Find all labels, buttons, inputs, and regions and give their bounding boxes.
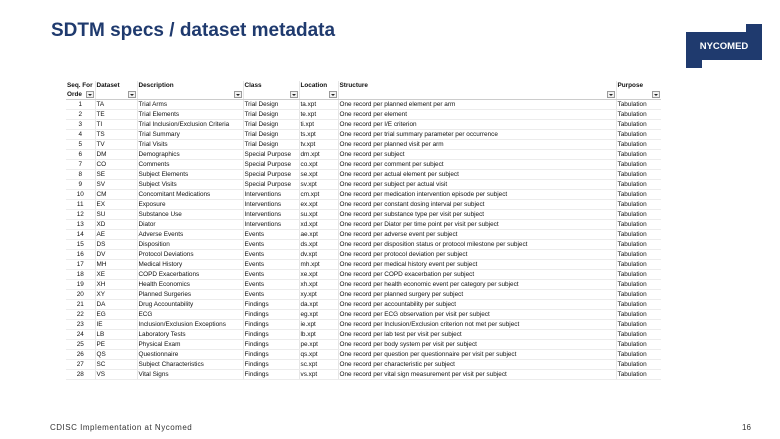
- cell-description: Trial Inclusion/Exclusion Criteria: [137, 120, 243, 130]
- cell-description: Substance Use: [137, 210, 243, 220]
- table-row: [66, 290, 661, 300]
- cell-description: Trial Summary: [137, 130, 243, 140]
- cell-purpose: Tabulation: [616, 220, 661, 230]
- table-row: [66, 190, 661, 200]
- cell-location: ds.xpt: [299, 240, 338, 250]
- cell-dataset: XD: [95, 220, 137, 230]
- cell-seq: 18: [66, 270, 95, 280]
- cell-structure: One record per Diator per time point per visit per subject: [338, 220, 616, 230]
- table-row: [66, 360, 661, 370]
- cell-location: ti.xpt: [299, 120, 338, 130]
- cell-seq: 16: [66, 250, 95, 260]
- cell-class: Findings: [243, 310, 299, 320]
- cell-purpose: Tabulation: [616, 180, 661, 190]
- cell-dataset: DV: [95, 250, 137, 260]
- cell-purpose: Tabulation: [616, 300, 661, 310]
- cell-structure: One record per accountability per subject: [338, 300, 616, 310]
- cell-class: Trial Design: [243, 130, 299, 140]
- table-row: [66, 320, 661, 330]
- cell-seq: 5: [66, 140, 95, 150]
- table-row: [66, 140, 661, 150]
- cell-purpose: Tabulation: [616, 340, 661, 350]
- cell-dataset: AE: [95, 230, 137, 240]
- cell-purpose: Tabulation: [616, 190, 661, 200]
- cell-structure: One record per planned element per arm: [338, 100, 616, 110]
- col-header-structure: Structure: [338, 81, 616, 90]
- table-row: [66, 270, 661, 280]
- cell-structure: One record per trial summary parameter per occurrence: [338, 130, 616, 140]
- table-row: [66, 280, 661, 290]
- cell-class: Trial Design: [243, 120, 299, 130]
- filter-dropdown-icon[interactable]: [234, 91, 242, 98]
- table-row: [66, 110, 661, 120]
- cell-dataset: LB: [95, 330, 137, 340]
- table-row: [66, 260, 661, 270]
- cell-description: Questionnaire: [137, 350, 243, 360]
- cell-purpose: Tabulation: [616, 330, 661, 340]
- cell-class: Trial Design: [243, 110, 299, 120]
- cell-class: Special Purpose: [243, 180, 299, 190]
- filter-row: [66, 90, 661, 100]
- cell-structure: One record per lab test per visit per subject: [338, 330, 616, 340]
- cell-seq: 4: [66, 130, 95, 140]
- cell-structure: One record per constant dosing interval per subject: [338, 200, 616, 210]
- table-row: [66, 210, 661, 220]
- cell-purpose: Tabulation: [616, 200, 661, 210]
- cell-structure: One record per ECG observation per visit per subject: [338, 310, 616, 320]
- cell-dataset: VS: [95, 370, 137, 380]
- col-header-seq: Seq. For: [66, 81, 95, 90]
- cell-location: sc.xpt: [299, 360, 338, 370]
- cell-class: Events: [243, 240, 299, 250]
- cell-structure: One record per health economic event per category per subject: [338, 280, 616, 290]
- cell-location: xd.xpt: [299, 220, 338, 230]
- cell-location: tv.xpt: [299, 140, 338, 150]
- cell-description: Physical Exam: [137, 340, 243, 350]
- table-row: [66, 120, 661, 130]
- cell-seq: 22: [66, 310, 95, 320]
- cell-structure: One record per COPD exacerbation per subject: [338, 270, 616, 280]
- cell-seq: 7: [66, 160, 95, 170]
- cell-class: Events: [243, 270, 299, 280]
- cell-purpose: Tabulation: [616, 250, 661, 260]
- col-header-seq-line2: Orde: [66, 90, 95, 100]
- cell-class: Findings: [243, 370, 299, 380]
- table-row: [66, 340, 661, 350]
- cell-purpose: Tabulation: [616, 290, 661, 300]
- cell-description: Protocol Deviations: [137, 250, 243, 260]
- cell-description: Drug Accountability: [137, 300, 243, 310]
- table-row: [66, 220, 661, 230]
- filter-dropdown-icon[interactable]: [607, 91, 615, 98]
- cell-dataset: SU: [95, 210, 137, 220]
- cell-description: Comments: [137, 160, 243, 170]
- cell-structure: One record per question per questionnaire per visit per subject: [338, 350, 616, 360]
- cell-seq: 10: [66, 190, 95, 200]
- cell-purpose: Tabulation: [616, 120, 661, 130]
- cell-class: Special Purpose: [243, 160, 299, 170]
- cell-location: lb.xpt: [299, 330, 338, 340]
- cell-structure: One record per planned visit per arm: [338, 140, 616, 150]
- filter-dropdown-icon[interactable]: [86, 91, 94, 98]
- cell-purpose: Tabulation: [616, 310, 661, 320]
- cell-seq: 11: [66, 200, 95, 210]
- cell-purpose: Tabulation: [616, 230, 661, 240]
- table-row: [66, 250, 661, 260]
- cell-seq: 23: [66, 320, 95, 330]
- cell-structure: One record per actual element per subject: [338, 170, 616, 180]
- table-row: [66, 100, 661, 110]
- cell-purpose: Tabulation: [616, 240, 661, 250]
- cell-location: xh.xpt: [299, 280, 338, 290]
- svg-text:NYCOMED: NYCOMED: [699, 41, 749, 52]
- cell-dataset: SC: [95, 360, 137, 370]
- cell-description: Trial Arms: [137, 100, 243, 110]
- cell-seq: 2: [66, 110, 95, 120]
- cell-seq: 13: [66, 220, 95, 230]
- cell-description: Medical History: [137, 260, 243, 270]
- cell-class: Events: [243, 230, 299, 240]
- cell-class: Events: [243, 250, 299, 260]
- cell-purpose: Tabulation: [616, 260, 661, 270]
- cell-purpose: Tabulation: [616, 160, 661, 170]
- cell-location: ae.xpt: [299, 230, 338, 240]
- cell-structure: One record per disposition status or protocol milestone per subject: [338, 240, 616, 250]
- cell-location: su.xpt: [299, 210, 338, 220]
- table-row: [66, 130, 661, 140]
- cell-description: Diator: [137, 220, 243, 230]
- cell-class: Findings: [243, 350, 299, 360]
- cell-dataset: XH: [95, 280, 137, 290]
- cell-dataset: CM: [95, 190, 137, 200]
- cell-structure: One record per substance type per visit per subject: [338, 210, 616, 220]
- dataset-metadata-table: [66, 81, 661, 409]
- cell-dataset: DA: [95, 300, 137, 310]
- cell-location: se.xpt: [299, 170, 338, 180]
- cell-dataset: XY: [95, 290, 137, 300]
- cell-description: Laboratory Tests: [137, 330, 243, 340]
- cell-description: Vital Signs: [137, 370, 243, 380]
- cell-purpose: Tabulation: [616, 100, 661, 110]
- cell-seq: 12: [66, 210, 95, 220]
- cell-location: te.xpt: [299, 110, 338, 120]
- cell-dataset: CO: [95, 160, 137, 170]
- cell-seq: 25: [66, 340, 95, 350]
- cell-location: pe.xpt: [299, 340, 338, 350]
- table-row: [66, 200, 661, 210]
- cell-location: da.xpt: [299, 300, 338, 310]
- cell-location: qs.xpt: [299, 350, 338, 360]
- cell-description: Demographics: [137, 150, 243, 160]
- cell-class: Findings: [243, 330, 299, 340]
- table-row: [66, 180, 661, 190]
- cell-purpose: Tabulation: [616, 140, 661, 150]
- cell-class: Interventions: [243, 200, 299, 210]
- cell-description: Concomitant Medications: [137, 190, 243, 200]
- cell-structure: One record per element: [338, 110, 616, 120]
- cell-purpose: Tabulation: [616, 170, 661, 180]
- cell-seq: 21: [66, 300, 95, 310]
- cell-structure: One record per adverse event per subject: [338, 230, 616, 240]
- cell-location: dm.xpt: [299, 150, 338, 160]
- cell-location: ie.xpt: [299, 320, 338, 330]
- cell-structure: One record per characteristic per subject: [338, 360, 616, 370]
- cell-class: Trial Design: [243, 100, 299, 110]
- cell-class: Special Purpose: [243, 170, 299, 180]
- cell-seq: 14: [66, 230, 95, 240]
- cell-purpose: Tabulation: [616, 280, 661, 290]
- cell-structure: One record per protocol deviation per subject: [338, 250, 616, 260]
- table-row: [66, 240, 661, 250]
- cell-purpose: Tabulation: [616, 360, 661, 370]
- cell-description: Subject Elements: [137, 170, 243, 180]
- col-header-purpose: Purpose: [616, 81, 661, 90]
- cell-location: eg.xpt: [299, 310, 338, 320]
- cell-purpose: Tabulation: [616, 210, 661, 220]
- cell-seq: 28: [66, 370, 95, 380]
- table-row: [66, 310, 661, 320]
- filter-dropdown-icon[interactable]: [128, 91, 136, 98]
- cell-description: Health Economics: [137, 280, 243, 290]
- cell-dataset: SE: [95, 170, 137, 180]
- cell-class: Trial Design: [243, 140, 299, 150]
- cell-class: Interventions: [243, 210, 299, 220]
- cell-structure: One record per subject per actual visit: [338, 180, 616, 190]
- cell-description: Subject Characteristics: [137, 360, 243, 370]
- cell-location: dv.xpt: [299, 250, 338, 260]
- cell-dataset: PE: [95, 340, 137, 350]
- cell-class: Findings: [243, 300, 299, 310]
- cell-class: Events: [243, 290, 299, 300]
- table-row: [66, 230, 661, 240]
- cell-location: sv.xpt: [299, 180, 338, 190]
- cell-structure: One record per I/E criterion: [338, 120, 616, 130]
- cell-dataset: TI: [95, 120, 137, 130]
- cell-class: Interventions: [243, 190, 299, 200]
- cell-structure: One record per comment per subject: [338, 160, 616, 170]
- cell-description: Trial Elements: [137, 110, 243, 120]
- cell-structure: One record per body system per visit per subject: [338, 340, 616, 350]
- cell-purpose: Tabulation: [616, 110, 661, 120]
- cell-purpose: Tabulation: [616, 150, 661, 160]
- col-header-class: Class: [243, 81, 299, 90]
- filter-dropdown-icon[interactable]: [329, 91, 337, 98]
- cell-purpose: Tabulation: [616, 130, 661, 140]
- cell-dataset: DM: [95, 150, 137, 160]
- table-row: [66, 300, 661, 310]
- cell-purpose: Tabulation: [616, 320, 661, 330]
- table-row: [66, 160, 661, 170]
- col-header-description: Description: [137, 81, 243, 90]
- footer-text: CDISC Implementation at Nycomed: [50, 423, 193, 432]
- cell-location: cm.xpt: [299, 190, 338, 200]
- cell-purpose: Tabulation: [616, 370, 661, 380]
- cell-structure: One record per medical history event per subject: [338, 260, 616, 270]
- cell-dataset: DS: [95, 240, 137, 250]
- cell-dataset: SV: [95, 180, 137, 190]
- cell-class: Events: [243, 260, 299, 270]
- slide-title: SDTM specs / dataset metadata: [51, 20, 336, 41]
- cell-purpose: Tabulation: [616, 350, 661, 360]
- nycomed-logo: [686, 24, 762, 68]
- cell-class: Interventions: [243, 220, 299, 230]
- cell-location: co.xpt: [299, 160, 338, 170]
- cell-location: xe.xpt: [299, 270, 338, 280]
- cell-dataset: XE: [95, 270, 137, 280]
- cell-structure: One record per Inclusion/Exclusion criterion not met per subject: [338, 320, 616, 330]
- filter-dropdown-icon[interactable]: [652, 91, 660, 98]
- cell-description: COPD Exacerbations: [137, 270, 243, 280]
- cell-seq: 6: [66, 150, 95, 160]
- table-row: [66, 330, 661, 340]
- cell-seq: 19: [66, 280, 95, 290]
- cell-seq: 20: [66, 290, 95, 300]
- cell-description: Disposition: [137, 240, 243, 250]
- filter-dropdown-icon[interactable]: [290, 91, 298, 98]
- table-row: [66, 170, 661, 180]
- cell-location: vs.xpt: [299, 370, 338, 380]
- cell-description: Adverse Events: [137, 230, 243, 240]
- cell-description: Exposure: [137, 200, 243, 210]
- cell-seq: 1: [66, 100, 95, 110]
- cell-dataset: TV: [95, 140, 137, 150]
- cell-seq: 27: [66, 360, 95, 370]
- page-number: 16: [742, 423, 751, 432]
- cell-structure: One record per vital sign measurement per visit per subject: [338, 370, 616, 380]
- cell-class: Special Purpose: [243, 150, 299, 160]
- cell-location: ta.xpt: [299, 100, 338, 110]
- cell-dataset: TS: [95, 130, 137, 140]
- cell-dataset: TE: [95, 110, 137, 120]
- cell-dataset: EG: [95, 310, 137, 320]
- cell-class: Findings: [243, 320, 299, 330]
- col-header-location: Location: [299, 81, 338, 90]
- cell-seq: 15: [66, 240, 95, 250]
- cell-seq: 24: [66, 330, 95, 340]
- cell-seq: 8: [66, 170, 95, 180]
- cell-dataset: EX: [95, 200, 137, 210]
- cell-structure: One record per medication intervention episode per subject: [338, 190, 616, 200]
- cell-description: Subject Visits: [137, 180, 243, 190]
- table-row: [66, 350, 661, 360]
- cell-dataset: QS: [95, 350, 137, 360]
- cell-seq: 17: [66, 260, 95, 270]
- cell-purpose: Tabulation: [616, 270, 661, 280]
- cell-dataset: TA: [95, 100, 137, 110]
- cell-seq: 26: [66, 350, 95, 360]
- table-row: [66, 150, 661, 160]
- header-row: [66, 81, 661, 90]
- cell-description: Inclusion/Exclusion Exceptions: [137, 320, 243, 330]
- table-row: [66, 370, 661, 380]
- cell-structure: One record per planned surgery per subject: [338, 290, 616, 300]
- cell-seq: 9: [66, 180, 95, 190]
- cell-seq: 3: [66, 120, 95, 130]
- cell-location: ex.xpt: [299, 200, 338, 210]
- cell-class: Findings: [243, 340, 299, 350]
- cell-structure: One record per subject: [338, 150, 616, 160]
- cell-dataset: MH: [95, 260, 137, 270]
- cell-class: Findings: [243, 360, 299, 370]
- cell-location: xy.xpt: [299, 290, 338, 300]
- table-body: [66, 100, 661, 380]
- cell-class: Events: [243, 280, 299, 290]
- cell-description: Planned Surgeries: [137, 290, 243, 300]
- cell-location: mh.xpt: [299, 260, 338, 270]
- cell-location: ts.xpt: [299, 130, 338, 140]
- cell-dataset: IE: [95, 320, 137, 330]
- col-header-dataset: Dataset: [95, 81, 137, 90]
- cell-description: Trial Visits: [137, 140, 243, 150]
- cell-description: ECG: [137, 310, 243, 320]
